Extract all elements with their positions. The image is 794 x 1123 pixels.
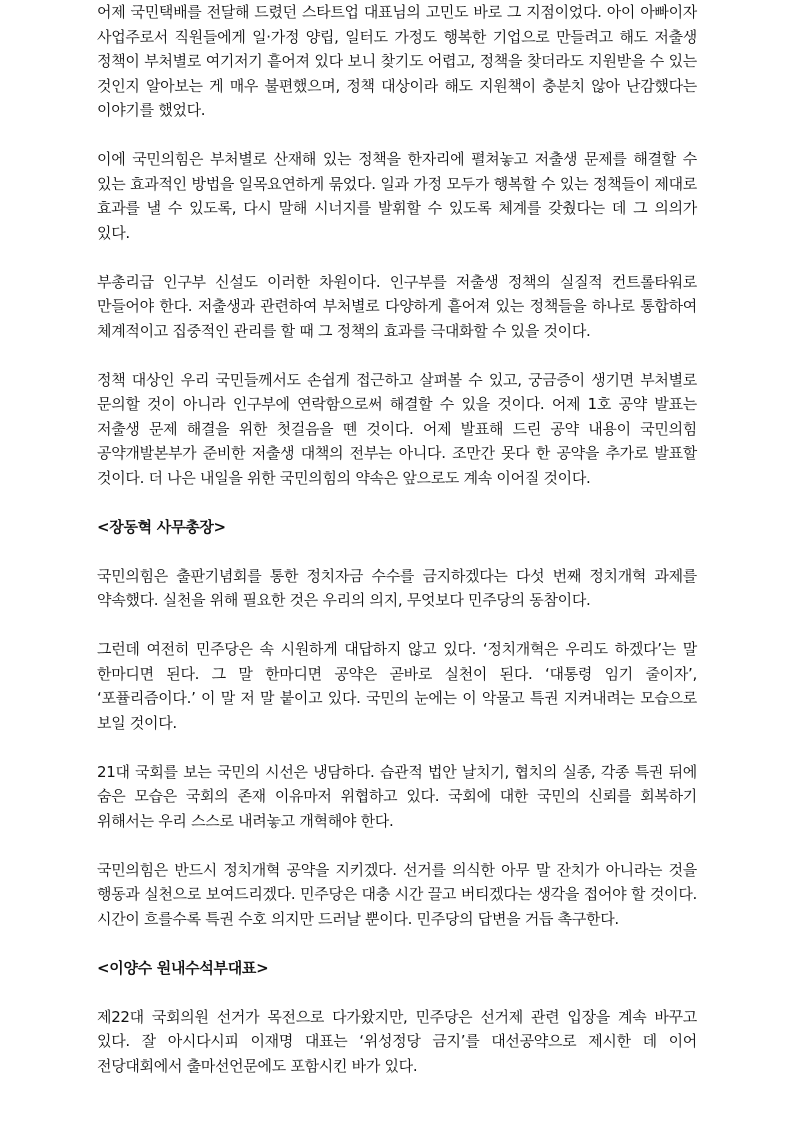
- paragraph: 어제 국민택배를 전달해 드렸던 스타트업 대표님의 고민도 바로 그 지점이었다. 아이 아빠이자 사업주로서 직원들에게 일·가정 양립, 일터도 가정도 행복한 기업으로 만들려고 해도 저출생 정책이 부처별로 여기저기 흩어져 있다 보니 찾기도 어렵고, 정책을 찾더라도 지원받을 수 있는 것인지 알아보는 게 매우 불편했으며, 정책 대상이라 해도 지원책이 충분치 않아 난감했다는 이야기를 했었다.: [97, 3, 697, 119]
- paragraph: 21대 국회를 보는 국민의 시선은 냉담하다. 습관적 법안 날치기, 협치의 실종, 각종 특권 뒤에 숨은 모습은 국회의 존재 이유마저 위협하고 있다. 국회에 대한 국민의 신뢰를 회복하기 위해서는 우리 스스로 내려놓고 개혁해야 한다.: [97, 762, 697, 830]
- paragraph: 그런데 여전히 민주당은 속 시원하게 대답하지 않고 있다. ‘정치개혁은 우리도 하겠다’는 말 한마디면 된다. 그 말 한마디면 공약은 곧바로 실천이 된다. ‘대통령 임기 줄이자’, ‘포퓰리즘이다.’ 이 말 저 말 붙이고 있다. 국민의 눈에는 이 악물고 특권 지켜내려는 모습으로 보일 것이다.: [97, 640, 697, 732]
- paragraph: 제22대 국회의원 선거가 목전으로 다가왔지만, 민주당은 선거제 관련 입장을 계속 바꾸고 있다. 잘 아시다시피 이재명 대표는 ‘위성정당 금지’를 대선공약으로 제시한 데 이어 전당대회에서 출마선언문에도 포함시킨 바가 있다.: [97, 1007, 697, 1075]
- speaker-heading: <이양수 원내수석부대표>: [97, 958, 269, 977]
- paragraph: 정책 대상인 우리 국민들께서도 손쉽게 접근하고 살펴볼 수 있고, 궁금증이 생기면 부처별로 문의할 것이 아니라 인구부에 연락함으로써 해결할 수 있을 것이다. 어제 1호 공약 발표는 저출생 문제 해결을 위한 첫걸음을 뗀 것이다. 어제 발표해 드린 공약 내용이 국민의힘 공약개발본부가 준비한 저출생 대책의 전부는 아니다. 조만간 못다 한 공약을 추가로 발표할 것이다. 더 나은 내일을 위한 국민의힘의 약속은 앞으로도 계속 이어질 것이다.: [97, 370, 697, 487]
- speaker-heading: <장동혁 사무총장>: [97, 517, 226, 536]
- document-body: [97, 0, 697, 1103]
- paragraph: 이에 국민의힘은 부처별로 산재해 있는 정책을 한자리에 펼쳐놓고 저출생 문제를 해결할 수 있는 효과적인 방법을 일목요연하게 묶었다. 일과 가정 모두가 행복할 수 있는 정책들이 제대로 효과를 낼 수 있도록, 다시 말해 시너지를 발휘할 수 있도록 체계를 갖췄다는 데 그 의의가 있다.: [97, 150, 697, 242]
- paragraph: 국민의힘은 출판기념회를 통한 정치자금 수수를 금지하겠다는 다섯 번째 정치개혁 과제를 약속했다. 실천을 위해 필요한 것은 우리의 의지, 무엇보다 민주당의 동참이다.: [97, 566, 697, 609]
- paragraph: 국민의힘은 반드시 정치개혁 공약을 지키겠다. 선거를 의식한 아무 말 잔치가 아니라는 것을 행동과 실천으로 보여드리겠다. 민주당은 대충 시간 끌고 버티겠다는 생각을 접어야 할 것이다. 시간이 흐를수록 특권 수호 의지만 드러날 뿐이다. 민주당의 답변을 거듭 촉구한다.: [97, 860, 697, 928]
- paragraph: 부총리급 인구부 신설도 이러한 차원이다. 인구부를 저출생 정책의 실질적 컨트롤타워로 만들어야 한다. 저출생과 관련하여 부처별로 다양하게 흩어져 있는 정책들을 하나로 통합하여 체계적이고 집중적인 관리를 할 때 그 정책의 효과를 극대화할 수 있을 것이다.: [97, 272, 697, 340]
